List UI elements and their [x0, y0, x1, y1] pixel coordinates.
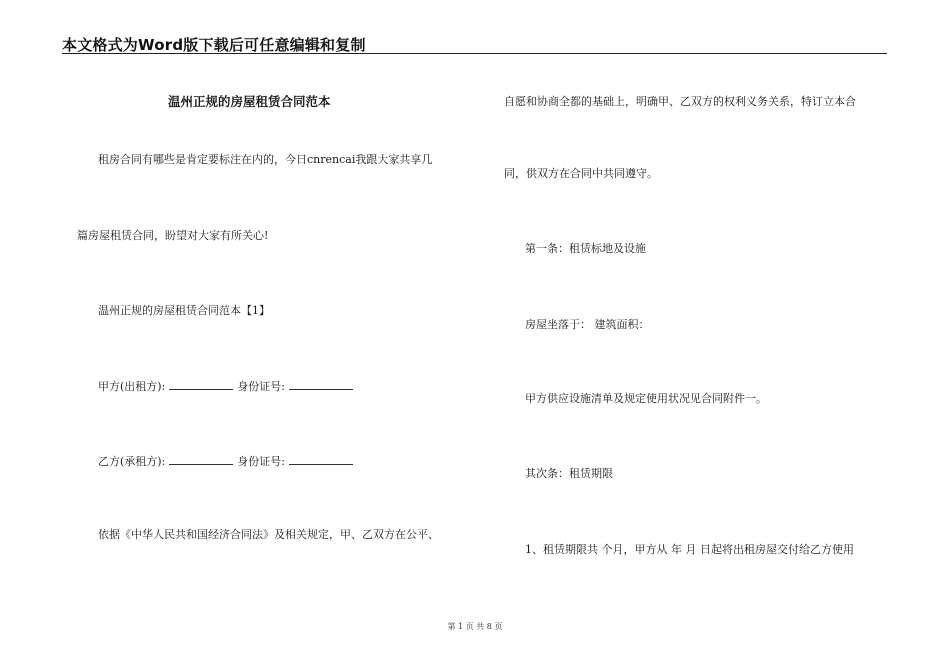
party-a-label: 甲方(出租方): — [98, 380, 166, 393]
party-b-id-blank — [289, 454, 353, 465]
intro-line-2: 篇房屋租赁合同，盼望对大家有所关心! — [77, 229, 269, 242]
party-b-name-blank — [169, 454, 233, 465]
page-footer: 第 1 页 共 8 页 — [447, 622, 503, 631]
basis-line: 依据《中华人民共和国经济合同法》及相关规定，甲、乙双方在公平、 — [98, 528, 439, 541]
continuation-line-2: 同，供双方在合同中共同遵守。 — [504, 167, 658, 180]
party-b-row — [98, 454, 357, 469]
party-b-id-label: 身份证号: — [237, 455, 286, 468]
intro-line-1: 租房合同有哪些是肯定要标注在内的，今日cnrencai我跟大家共享几 — [98, 153, 433, 166]
term-line-1: 1、租赁期限共 个月，甲方从 年 月 日起将出租房屋交付给乙方使用 — [525, 543, 854, 556]
continuation-line-1: 自愿和协商全都的基础上，明确甲、乙双方的权利义务关系，特订立本合 — [504, 95, 856, 108]
document-title: 温州正规的房屋租赁合同范本 — [168, 94, 331, 109]
section-title: 温州正规的房屋租赁合同范本【1】 — [98, 304, 270, 317]
party-a-id-blank — [289, 379, 353, 390]
header-banner: 本文格式为Word版下载后可任意编辑和复制 — [62, 36, 366, 54]
article-1-heading: 第一条：租赁标地及设施 — [525, 242, 646, 255]
party-a-id-label: 身份证号: — [237, 380, 286, 393]
party-a-name-blank — [169, 379, 233, 390]
header-divider — [62, 53, 887, 54]
party-a-row — [98, 379, 357, 394]
article-2-heading: 其次条：租赁期限 — [525, 467, 613, 480]
facilities-line: 甲方供应设施清单及规定使用状况见合同附件一。 — [525, 392, 767, 405]
location-line: 房屋坐落于： 建筑面积： — [525, 318, 650, 331]
party-b-label: 乙方(承租方): — [98, 455, 166, 468]
